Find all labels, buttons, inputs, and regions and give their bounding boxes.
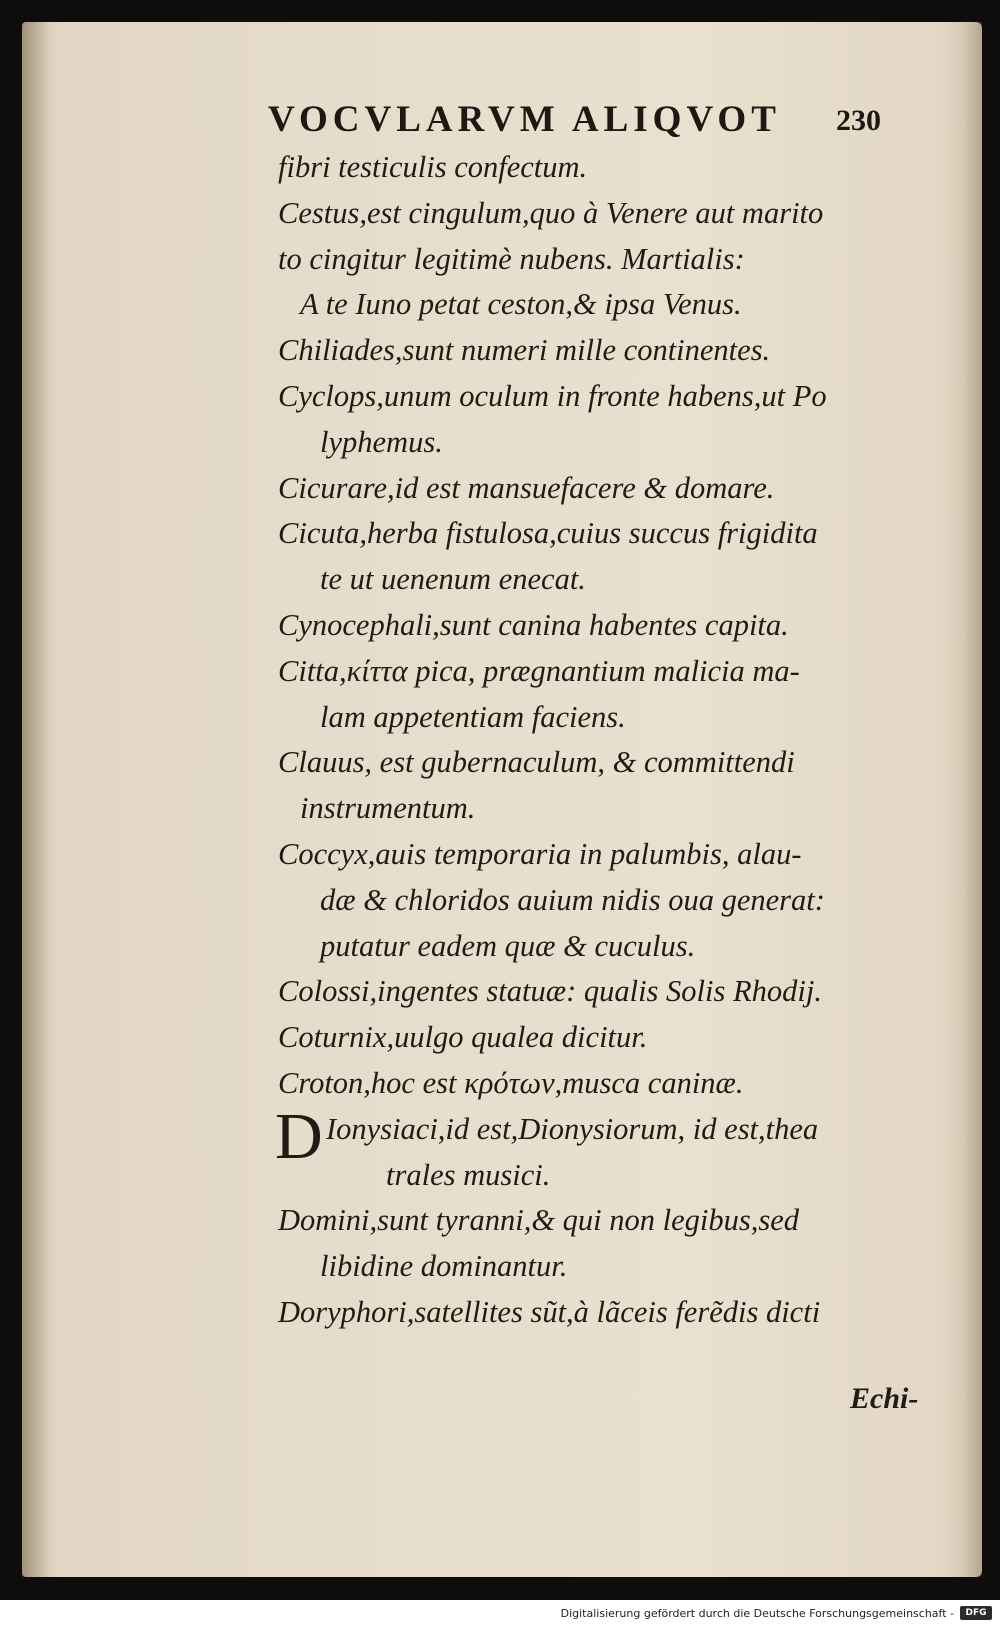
text-line: Cyclops,unum oculum in fronte habens,ut Po [278,378,827,413]
folio-number: 230 [836,104,881,137]
text-line: lam appetentiam faciens. [320,699,626,734]
dfg-logo-icon: DFG [960,1606,992,1620]
text-line: fibri testiculis confectum. [278,150,588,184]
text-line: Doryphori,satellites sũt,à lãceis ferẽdis dicti [278,1294,821,1329]
text-line: Cicurare,id est mansuefacere & domare. [278,470,775,505]
text-line: libidine dominantur. [320,1249,568,1284]
text-line: Domini,sunt tyranni,& qui non legibus,sed [278,1203,800,1238]
text-line: trales musici. [386,1157,551,1192]
page-edge-shadow [964,22,982,1577]
text-line: Coccyx,auis temporaria in palumbis, alau- [278,836,802,871]
text-line: Cestus,est cingulum,quo à Venere aut marito [278,195,824,230]
text-line: Citta,κίττα pica, prægnantium malicia ma- [278,653,800,688]
text-line: Colossi,ingentes statuæ: qualis Solis Rhodij. [278,974,822,1009]
text-line: A te Iuno petat ceston,& ipsa Venus. [300,287,742,322]
text-line: Cicuta,herba fistulosa,cuius succus frigidita [278,516,818,551]
text-line: dæ & chloridos auium nidis oua generat: [320,882,825,917]
running-header [268,98,928,141]
page-gutter-shadow [22,22,50,1577]
text-line: instrumentum. [300,791,476,826]
text-line: lyphemus. [320,424,443,459]
text-line: Coturnix,uulgo qualea dicitur. [278,1020,648,1055]
initial-letter: D [275,1100,323,1173]
catchword: Echi- [850,1382,919,1415]
text-line: Clauus, est gubernaculum, & committendi [278,745,795,780]
text-line: Croton,hoc est κρότων,musca caninæ. [278,1065,744,1100]
running-title: VOCVLARVM ALIQVOT [268,99,781,140]
text-line: putatur eadem quæ & cuculus. [320,928,696,963]
text-line: te ut uenenum enecat. [320,562,586,597]
text-line: to cingitur legitimè nubens. Martialis: [278,241,745,276]
text-line: Chiliades,sunt numeri mille continentes. [278,333,771,368]
funding-credit: Digitalisierung gefördert durch die Deutsche Forschungsgemeinschaft - [560,1607,954,1620]
glossary-text [278,145,938,1336]
text-line: Ionysiaci,id est,Dionysiorum, id est,thea [326,1111,819,1146]
footer-bar [0,1600,1000,1628]
text-line: Cynocephali,sunt canina habentes capita. [278,607,789,642]
